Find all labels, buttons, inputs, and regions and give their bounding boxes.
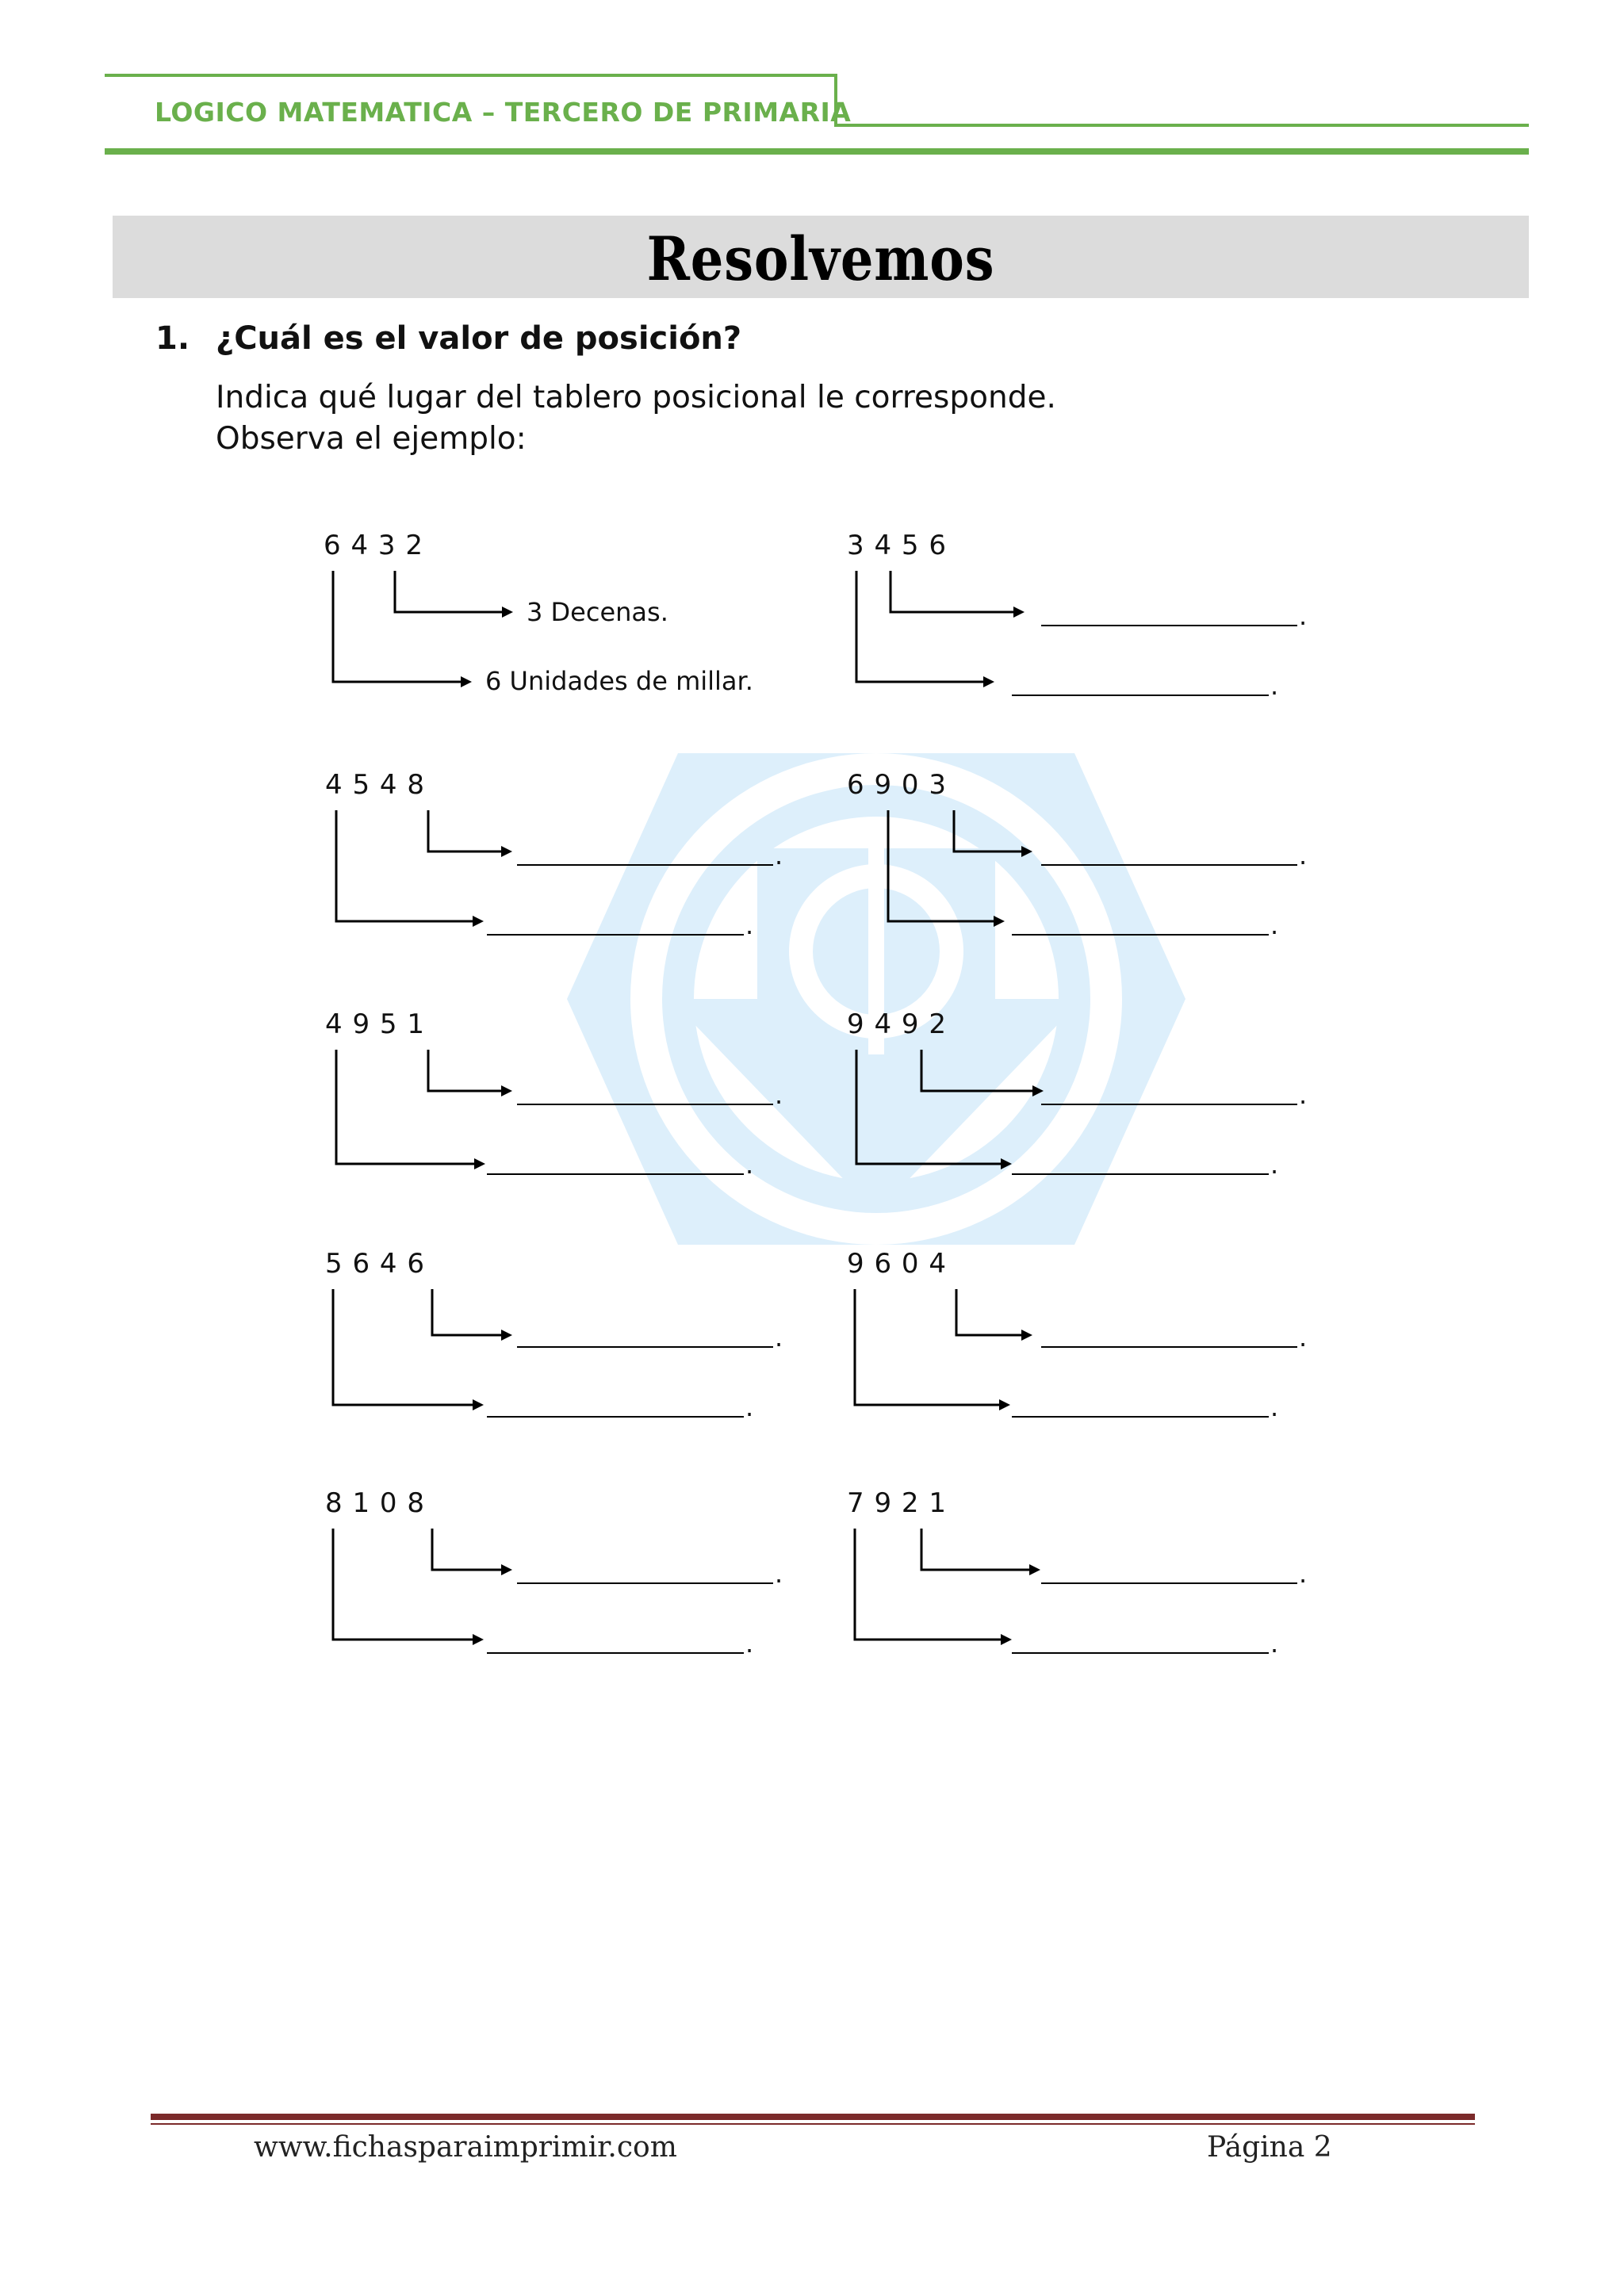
answer-bottom-field[interactable] [1015,663,1267,695]
header-frame [0,0,1624,166]
footer-website: www.fichasparaimprimir.com [254,2131,677,2164]
answer-bottom-field[interactable] [1015,1142,1267,1173]
answer-top: 3 Decenas. [527,597,668,627]
section-title: Resolvemos [646,224,995,294]
answer-top-period: . [1299,601,1308,631]
exercise-item [847,769,1354,943]
exercise-item [325,1008,833,1183]
answer-bottom-period: . [745,910,754,940]
exercise-number: 7 9 2 1 [847,1487,946,1519]
answer-bottom-field[interactable] [490,1384,742,1416]
answer-bottom-period: . [745,1392,754,1422]
answer-bottom-field[interactable] [1015,1384,1267,1416]
answer-bottom-period: . [1270,910,1279,940]
exercise-example [324,530,831,704]
answer-bottom-period: . [1270,1392,1279,1422]
exercise-number: 5 6 4 6 [325,1248,424,1280]
answer-top-period: . [775,840,783,871]
answer-bottom-field[interactable] [1015,1621,1267,1652]
instruction-line-2: Observa el ejemplo: [216,421,527,457]
exercise-number: 4 5 4 8 [325,769,424,801]
header-title: LOGICO MATEMATICA – TERCERO DE PRIMARIA [155,97,852,128]
footer-page-number: Página 2 [1207,2131,1332,2164]
exercise-number: 6 9 0 3 [847,769,946,801]
exercise-number: 9 4 9 2 [847,1008,946,1040]
answer-top-field[interactable] [520,1072,772,1104]
exercise-number: 4 9 5 1 [325,1008,424,1040]
question-number: 1. [155,320,190,357]
question-instructions [216,377,1056,460]
exercise-item [325,1487,833,1662]
answer-bottom-period: . [745,1150,754,1180]
answer-bottom-field[interactable] [490,902,742,934]
exercise-item [847,1008,1354,1183]
answer-top-field[interactable] [1045,1551,1297,1582]
watermark-logo [567,666,1185,1284]
answer-top-period: . [1299,1559,1308,1589]
instruction-line-1: Indica qué lugar del tablero posicional le corresponde. [216,380,1056,415]
question-title: ¿Cuál es el valor de posición? [216,320,742,357]
answer-top-field[interactable] [1045,1314,1297,1346]
exercise-number: 3 4 5 6 [847,530,946,561]
answer-top-period: . [1299,1080,1308,1110]
answer-bottom-period: . [1270,1150,1279,1180]
answer-top-field[interactable] [1045,1072,1297,1104]
answer-bottom-field[interactable] [490,1142,742,1173]
answer-bottom-field[interactable] [490,1621,742,1652]
exercise-item [325,769,833,943]
answer-bottom-period: . [745,1628,754,1659]
answer-bottom: 6 Unidades de millar. [485,666,753,696]
exercise-item [847,530,1354,704]
answer-bottom-period: . [1270,1628,1279,1659]
exercise-number: 6 4 3 2 [324,530,423,561]
answer-top-period: . [1299,840,1308,871]
answer-top-period: . [1299,1322,1308,1353]
exercise-number: 9 6 0 4 [847,1248,946,1280]
exercise-item [325,1248,833,1422]
answer-bottom-field[interactable] [1015,902,1267,934]
answer-top-field[interactable] [1045,593,1297,625]
exercise-item [847,1487,1354,1662]
exercise-item [847,1248,1354,1422]
answer-top-field[interactable] [520,832,772,864]
answer-top-period: . [775,1322,783,1353]
footer-rule [0,2109,1624,2133]
answer-top-period: . [775,1559,783,1589]
answer-top-field[interactable] [520,1314,772,1346]
answer-bottom-period: . [1270,671,1279,701]
exercise-number: 8 1 0 8 [325,1487,424,1519]
answer-top-field[interactable] [520,1551,772,1582]
answer-top-period: . [775,1080,783,1110]
section-banner [113,216,1529,298]
answer-top-field[interactable] [1045,832,1297,864]
